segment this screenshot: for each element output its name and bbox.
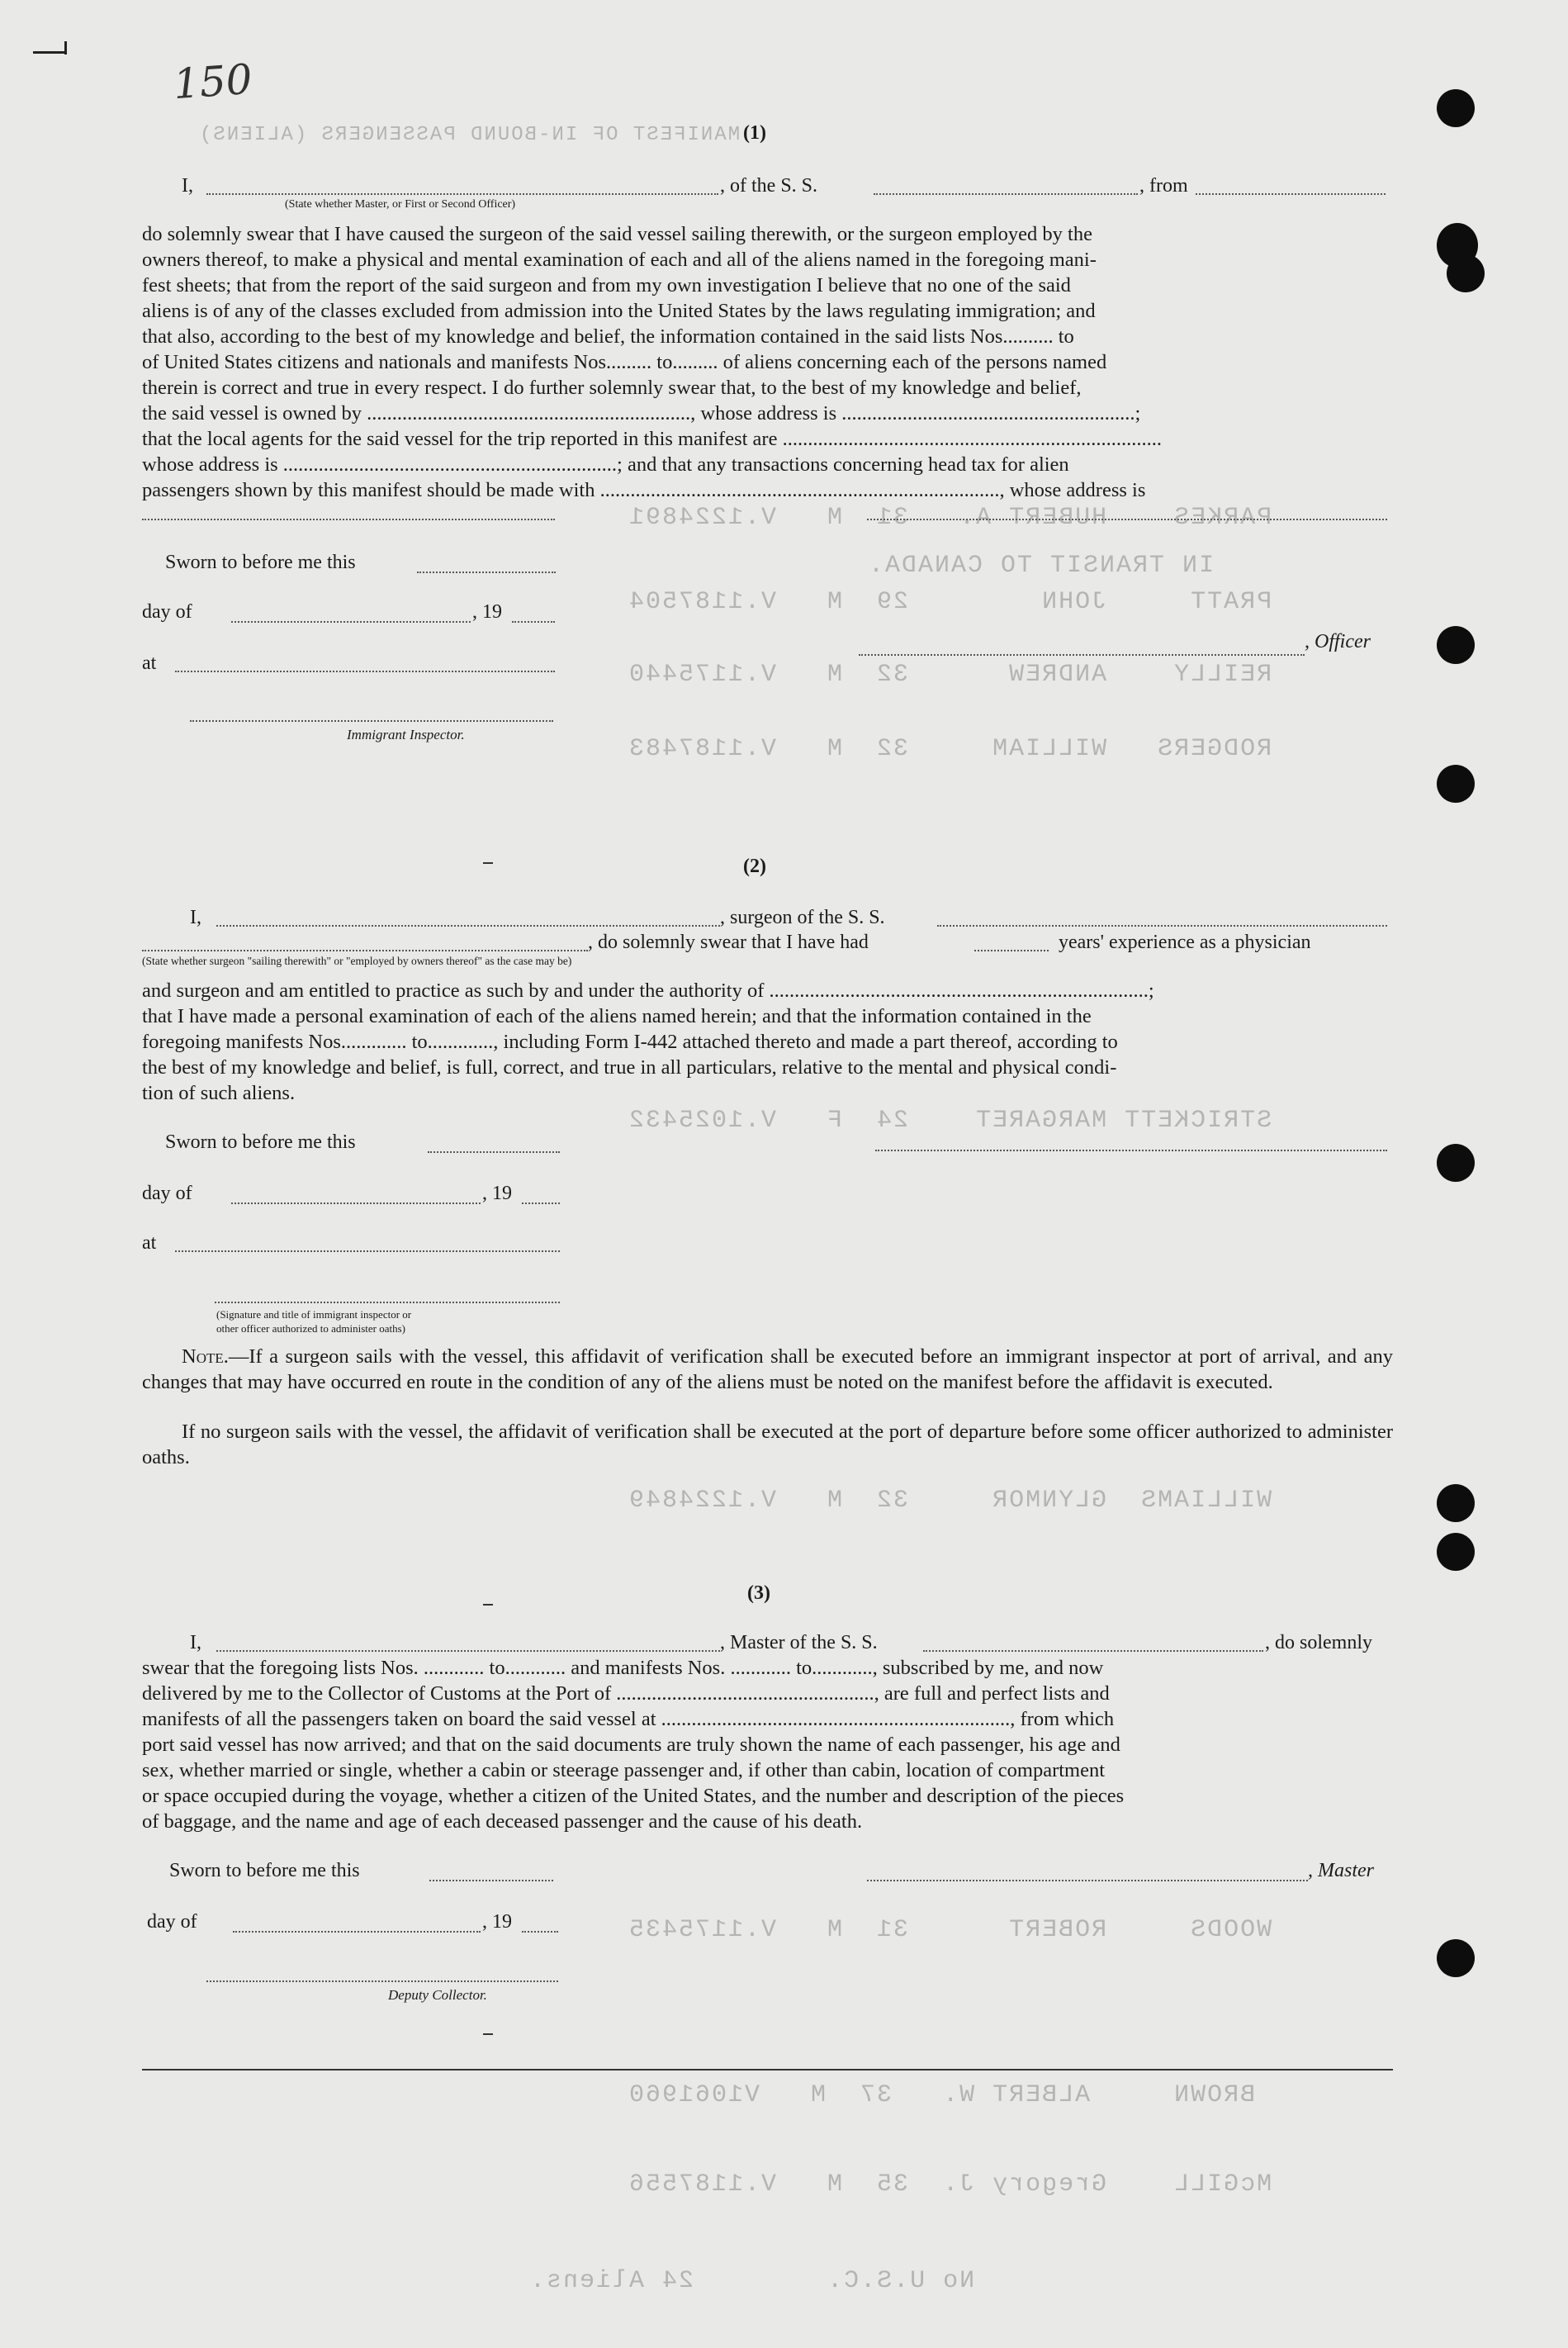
bleed-through-row: McGILL Gregory J. 35 M V.1187556 (628, 2170, 1272, 2199)
punch-hole (1437, 89, 1475, 127)
officer-signature-field[interactable] (859, 654, 1305, 656)
of-ss-label: , of the S. S. (720, 175, 818, 197)
collector-signature-field[interactable] (206, 1980, 558, 1982)
section-1-body (142, 221, 1389, 503)
section-3-marker: (3) (747, 1582, 770, 1604)
section-2-body-line: foregoing manifests Nos............. to............., including Form I-442 attached thereto and made a part thereof, according to (142, 1031, 1118, 1053)
signature-line[interactable] (142, 519, 555, 520)
years-label: years' experience as a physician (1059, 932, 1311, 953)
at-field[interactable] (175, 671, 555, 672)
year-label: , 19 (482, 1911, 512, 1933)
bleed-through-row: PARKES HUBERT A. 31 M V.1224891 (628, 504, 1272, 532)
note-paragraph-2: If no surgeon sails with the vessel, the affidavit of verification shall be executed at the port of departure before some officer authorized to administer oaths. (142, 1421, 1393, 1468)
section-3-body-line: of baggage, and the name and age of each deceased passenger and the cause of his death. (142, 1810, 863, 1833)
punch-hole (1437, 765, 1475, 803)
section-3-body-line: sex, whether married or single, whether a cabin or steerage passenger and, if other than cabin, location of compartment (142, 1759, 1106, 1781)
section-3-body-line: manifests of all the passengers taken on board the said vessel at ....................................................................., from which (142, 1708, 1115, 1730)
punch-hole (1437, 1533, 1475, 1571)
section-2-body-line: that I have made a personal examination of each of the aliens named herein; and that the information contained in the (142, 1005, 1092, 1027)
section-3-body-line: or space occupied during the voyage, whether a citizen of the United States, and the number and description of the pieces (142, 1785, 1125, 1807)
master-name-field[interactable] (216, 1650, 720, 1652)
officer-name-field[interactable] (206, 193, 718, 195)
handwritten-page-number: 150 (172, 55, 254, 109)
sworn-day-field[interactable] (417, 572, 556, 573)
section-1-body-line: owners thereof, to make a physical and mental examination of each and all of the aliens named in the foregoing mani- (142, 249, 1097, 271)
sworn-label: Sworn to before me this (165, 1131, 356, 1153)
surgeon-label: , surgeon of the S. S. (720, 907, 885, 928)
section-2-body-line: the best of my knowledge and belief, is full, correct, and true in all particulars, relative to the mental and physical condi- (142, 1056, 1117, 1079)
from-label: , from (1139, 175, 1188, 197)
section-3-I: I, (190, 1632, 201, 1653)
signature-caption: other officer authorized to administer oaths) (216, 1322, 405, 1335)
punch-hole (1437, 1484, 1475, 1522)
from-port-field[interactable] (1196, 193, 1386, 195)
bleed-through-row: RODGERS WILLIAM 32 M V.1187483 (628, 735, 1272, 763)
month-field[interactable] (233, 1931, 481, 1933)
note-paragraph (142, 1344, 1393, 1395)
master-signature-field[interactable] (867, 1880, 1308, 1881)
dash-mark (483, 862, 493, 864)
officer-label: , Officer (1305, 631, 1371, 652)
signature-caption: (Signature and title of immigrant inspector or (216, 1308, 412, 1321)
at-field[interactable] (175, 1250, 560, 1252)
punch-hole (1437, 1144, 1475, 1182)
note-text: —If a surgeon sails with the vessel, this affidavit of verification shall be executed before an immigrant inspector at port of arrival, and any changes that may have occurred en route in the condition of any of the aliens must be noted on the manifest before the affidavit is executed. (142, 1345, 1393, 1393)
bottom-rule (142, 2069, 1393, 2071)
sworn-day-field[interactable] (429, 1880, 553, 1881)
sworn-label: Sworn to before me this (169, 1860, 360, 1881)
punch-hole (1447, 254, 1485, 292)
bleed-through-row: WOODS ROBERT 31 M V.1175435 (628, 1916, 1272, 1944)
month-field[interactable] (231, 621, 471, 623)
section-1-body-line: whose address is ..................................................................; and that any transactions concerning head tax for alien (142, 453, 1069, 476)
section-2-I: I, (190, 907, 201, 928)
collector-caption: Deputy Collector. (388, 1987, 487, 2003)
section-2-body-line: tion of such aliens. (142, 1082, 296, 1104)
section-3-body-line: port said vessel has now arrived; and that on the said documents are truly shown the name of each passenger, his age and (142, 1734, 1120, 1756)
year-label: , 19 (482, 1183, 512, 1204)
section-2-body (142, 978, 1389, 1106)
corner-mark (64, 41, 67, 55)
inspector-caption: Immigrant Inspector. (347, 727, 465, 742)
master-of-ss-label: , Master of the S. S. (720, 1632, 878, 1653)
years-field[interactable] (974, 950, 1049, 951)
year-field[interactable] (522, 1202, 560, 1204)
surgeon-status-caption: (State whether surgeon "sailing therewith" or "employed by owners thereof" as the case may be) (142, 955, 572, 967)
at-label: at (142, 1232, 157, 1254)
dash-mark (483, 1604, 493, 1606)
swear-label: , do solemnly swear that I have had (588, 932, 869, 953)
bleed-through-row: WILLIAMS GLYNMOR 32 M V.1224849 (628, 1487, 1272, 1515)
surgeon-name-field[interactable] (216, 925, 720, 927)
bleed-through-row: BROWN ALBERT W. 37 M V1061960 (628, 2081, 1256, 2109)
section-1-body-line: that the local agents for the said vessel for the trip reported in this manifest are ........................................................................... (142, 428, 1162, 450)
section-3-body-line: swear that the foregoing lists Nos. ............ to............ and manifests Nos. ............ to............, subscribed by me, and now (142, 1657, 1104, 1679)
section-2-body-line: and surgeon and am entitled to practice as such by and under the authority of ...........................................................................; (142, 980, 1154, 1002)
ship-name-field[interactable] (874, 193, 1138, 195)
note-label: Note. (182, 1345, 229, 1368)
bleed-through-title: MANIFEST OF IN-BOUND PASSENGERS (ALIENS) (198, 124, 741, 146)
surgeon-signature-field[interactable] (875, 1150, 1387, 1151)
master-label: , Master (1308, 1860, 1374, 1881)
day-of-label: day of (142, 1183, 192, 1204)
day-of-label: day of (147, 1911, 197, 1933)
at-label: at (142, 652, 157, 674)
dash-mark (483, 2033, 493, 2035)
section-1-body-line: do solemnly swear that I have caused the surgeon of the said vessel sailing therewith, or the surgeon employed by the (142, 223, 1092, 245)
month-field[interactable] (231, 1202, 481, 1204)
section-1-I: I, (182, 175, 193, 197)
section-1-body-line: of United States citizens and nationals and manifests Nos......... to......... of aliens concerning each of the persons named (142, 351, 1107, 373)
section-3-body-line: delivered by me to the Collector of Customs at the Port of ..................................................., are full and perfect lists and (142, 1682, 1110, 1705)
sworn-day-field[interactable] (428, 1151, 560, 1153)
bleed-through-row: PRATT JOHN 29 M V.1187504 (628, 588, 1272, 616)
bleed-through-row: IN TRANSIT TO CANADA. (867, 552, 1215, 580)
bleed-through-row: STRICKETT MARGARET 24 F V.1025432 (628, 1107, 1272, 1135)
sworn-label: Sworn to before me this (165, 552, 356, 573)
year-label: , 19 (472, 601, 502, 623)
section-1-body-line: fest sheets; that from the report of the said surgeon and from my own investigation I believe that no one of the said (142, 274, 1071, 296)
bleed-through-row: REILLY ANDREW 32 M V.1175440 (628, 661, 1272, 689)
punch-hole (1437, 1939, 1475, 1977)
solemnly-label: , do solemnly (1265, 1632, 1372, 1653)
section-3-body (142, 1655, 1389, 1834)
section-1-body-line: aliens is of any of the classes excluded from admission into the United States by the laws regulating immigration; and (142, 300, 1096, 322)
master-ship-field[interactable] (923, 1650, 1263, 1652)
inspector-signature-field[interactable] (190, 720, 553, 722)
section-1-body-line: passengers shown by this manifest should be made with ..............................................................................., whose address is (142, 479, 1146, 501)
section-1-body-line: therein is correct and true in every respect. I do further solemnly swear that, to the best of my knowledge and belief, (142, 377, 1082, 399)
section-1-body-line: that also, according to the best of my knowledge and belief, the information contained in the said lists Nos.......... to (142, 325, 1074, 348)
section-1-marker: (1) (743, 122, 766, 144)
bleed-through-footer: No U.S.C. 24 Aliens. (528, 2267, 975, 2295)
officer-title-caption: (State whether Master, or First or Second Officer) (285, 198, 516, 211)
surgeon-status-field[interactable] (142, 950, 588, 951)
section-2-marker: (2) (743, 856, 766, 877)
surgeon-ship-field[interactable] (937, 925, 1387, 927)
day-of-label: day of (142, 601, 192, 623)
inspector-signature-field[interactable] (215, 1302, 560, 1303)
year-field[interactable] (522, 1931, 558, 1933)
year-field[interactable] (512, 621, 555, 623)
agent-address-line[interactable] (867, 519, 1387, 520)
section-1-body-line: the said vessel is owned by ................................................................, whose address is ..........................................................; (142, 402, 1141, 425)
corner-mark (33, 51, 66, 54)
punch-hole (1437, 626, 1475, 664)
